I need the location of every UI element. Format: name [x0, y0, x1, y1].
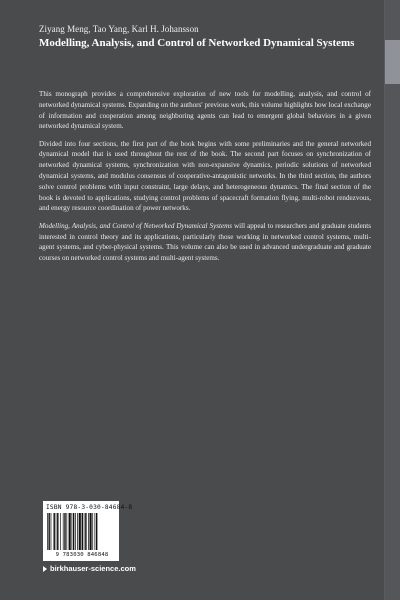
paragraph-3-text: will appeal to researchers and graduate students interested in control theory and its applications, particularly those working in networked control systems, multi-agent systems, and cyber-physical systems. This volume can also be used in advanced undergraduate and graduate courses on networked control systems and multi-agent systems. [39, 221, 371, 263]
barcode-label [43, 501, 133, 561]
barcode-digits: 9 783030 846848 [55, 552, 109, 558]
barcode [47, 513, 115, 550]
isbn-number: ISBN 978-3-030-84684-8 [46, 504, 133, 511]
publisher-url-text: birkhauser-science.com [50, 564, 136, 573]
description-paragraph-3 [39, 221, 371, 264]
book-title: Modelling, Analysis, and Control of Networked Dynamical Systems [39, 37, 355, 49]
description-paragraph-1: This monograph provides a comprehensive exploration of new tools for modelling, analysis, and control of networked dynamical systems. Expanding on the authors' previous work, this volume highlights how local exchange of information and cooperation among neighboring agents can lead to emergent global behaviors in a given networked dynamical system. [39, 90, 371, 131]
arrow-icon [43, 566, 47, 572]
description-paragraph-2: Divided into four sections, the first part of the book begins with some preliminaries and the general networked dynamical model that is used throughout the rest of the book. The second part focuses on synchronization of networked dynamical systems, synchronization with non-expansive dynamics, periodic solutions of networked dynamical systems, and modulus consensus of cooperative-antagonistic networks. In the third section, the authors solve control problems with input constraint, large delays, and heterogeneous dynamics. The final section of the book is devoted to applications, studying control problems of spacecraft formation flying, multi-robot rendezvous, and energy resource coordination of power networks. [39, 139, 371, 213]
book-description [39, 89, 371, 270]
italic-book-title: Modelling, Analysis, and Control of Networked Dynamical Systems [39, 221, 233, 230]
author-names: Ziyang Meng, Tao Yang, Karl H. Johansson [39, 24, 199, 34]
publisher-url [43, 564, 243, 573]
spine-accent-band [385, 40, 400, 84]
book-spine [384, 0, 400, 600]
